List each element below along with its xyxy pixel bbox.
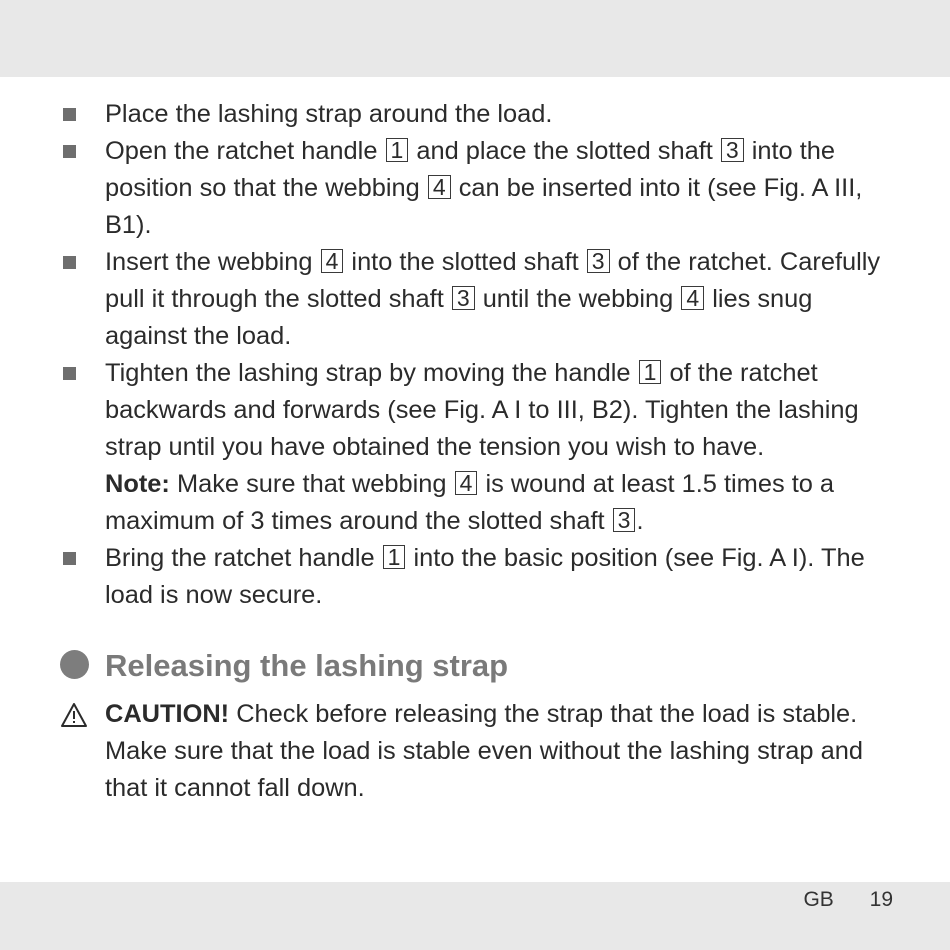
section-title: Releasing the lashing strap xyxy=(105,648,509,683)
language-code: GB xyxy=(803,888,834,911)
note-text: is wound at least 1.5 times to a maximum of 3 times around the slotted shaft xyxy=(105,470,835,535)
item-text: of the ratchet backwards and forwards (see Fig. A I to III, B2). Tighten the lashing strap until you have obtained the tension you wish to have. xyxy=(105,359,859,461)
ref-number: 4 xyxy=(321,249,344,273)
ref-number: 3 xyxy=(613,508,636,532)
warning-triangle-icon xyxy=(60,702,88,733)
list-item xyxy=(60,355,900,540)
square-bullet-icon xyxy=(63,256,76,269)
item-text: of the ratchet. Carefully pull it through the slotted shaft xyxy=(105,248,881,313)
ref-number: 3 xyxy=(452,286,475,310)
list-item xyxy=(60,540,900,614)
square-bullet-icon xyxy=(63,108,76,121)
item-text: into the position so that the webbing xyxy=(105,137,836,202)
item-text: Bring the ratchet handle xyxy=(105,544,375,572)
note-label: Note: xyxy=(105,470,170,498)
caution-block xyxy=(60,696,900,807)
ref-number: 3 xyxy=(587,249,610,273)
item-text: can be inserted into it (see Fig. A III, B1). xyxy=(105,174,863,239)
ref-number: 3 xyxy=(721,138,744,162)
instruction-list xyxy=(60,96,900,614)
item-text: Tighten the lashing strap by moving the handle xyxy=(105,359,631,387)
list-item xyxy=(60,244,900,355)
note xyxy=(105,466,900,540)
square-bullet-icon xyxy=(63,145,76,158)
list-item xyxy=(60,133,900,244)
ref-number: 1 xyxy=(386,138,409,162)
square-bullet-icon xyxy=(63,367,76,380)
caution-text: Check before releasing the strap that the load is stable. Make sure that the load is stable even without the lashing strap and that it cannot fall down. xyxy=(105,700,863,802)
ref-number: 1 xyxy=(639,360,662,384)
ref-number: 4 xyxy=(681,286,704,310)
item-text: into the basic position (see Fig. A I). The load is now secure. xyxy=(105,544,865,609)
item-text: and place the slotted shaft xyxy=(416,137,713,165)
item-text: until the webbing xyxy=(482,285,674,313)
item-text: lies snug against the load. xyxy=(105,285,813,350)
caution-label: CAUTION! xyxy=(105,700,230,728)
page-footer xyxy=(803,888,893,912)
ref-number: 4 xyxy=(428,175,451,199)
section-heading xyxy=(60,644,900,688)
caution-text-block xyxy=(60,696,900,807)
item-text: Open the ratchet handle xyxy=(105,137,378,165)
header-band xyxy=(0,0,950,77)
ref-number: 4 xyxy=(455,471,478,495)
item-text: Place the lashing strap around the load. xyxy=(105,100,553,128)
list-item xyxy=(60,96,900,133)
note-text: Make sure that webbing xyxy=(176,470,447,498)
note-text: . xyxy=(636,507,644,535)
ref-number: 1 xyxy=(383,545,406,569)
item-text: into the slotted shaft xyxy=(351,248,579,276)
page-number: 19 xyxy=(869,888,893,911)
square-bullet-icon xyxy=(63,552,76,565)
item-text: Insert the webbing xyxy=(105,248,313,276)
circle-bullet-icon xyxy=(60,650,89,679)
